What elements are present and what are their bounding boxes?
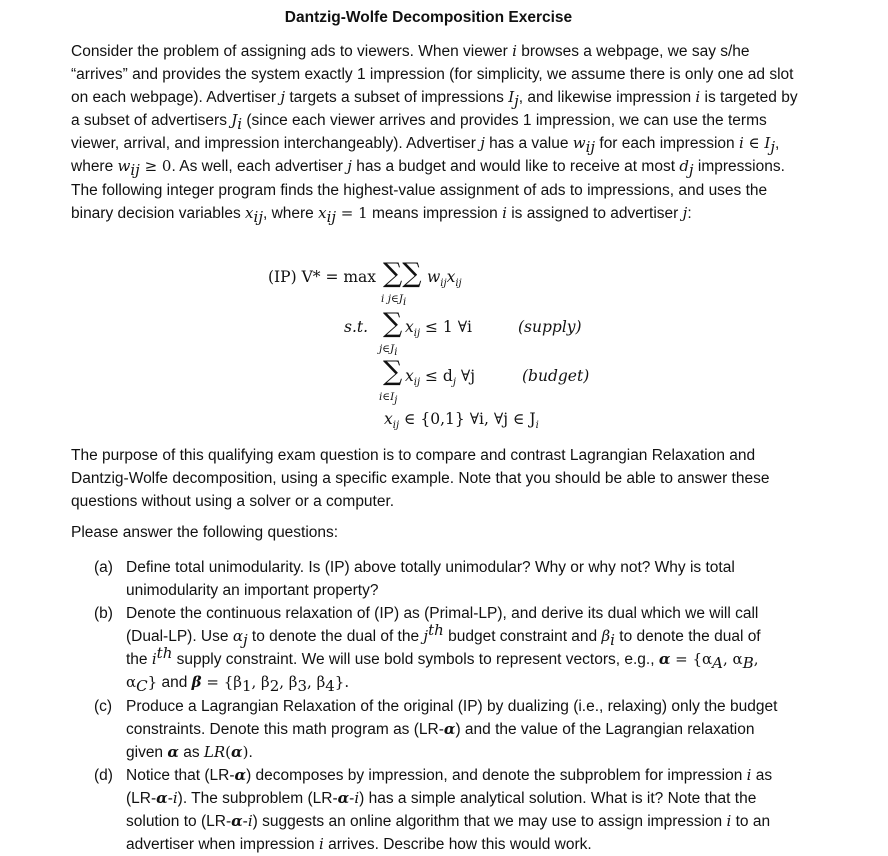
- question-label: (d): [94, 766, 113, 784]
- questions-prompt: Please answer the following questions:: [71, 524, 339, 541]
- budget-tag: (budget): [522, 367, 590, 385]
- question-label: (c): [94, 697, 113, 715]
- budget-constraint: $x_{ij} \le d_j$ ∀j: [405, 367, 476, 389]
- subject-to-label: s.t.: [344, 318, 369, 336]
- supply-constraint: $x_{ij} \le 1$ ∀i: [405, 318, 473, 340]
- objective-sum-symbol: ∑∑: [383, 258, 422, 289]
- objective-term: $w_{ij}x_{ij}$: [427, 268, 462, 290]
- binary-constraint: $x_{ij}$ ∈ {0,1} ∀i, ∀j ∈ $J_i$: [384, 410, 539, 432]
- budget-sum-symbol: ∑: [383, 356, 403, 387]
- question-d: [94, 764, 784, 856]
- page-title: Dantzig-Wolfe Decomposition Exercise: [284, 9, 573, 26]
- purpose-paragraph: The purpose of this qualifying exam question is to compare and contrast Lagrangian Relaxation and Dantzig-Wolfe decomposition, using a specific example. Note that you should be able to answer these questions without using a solver or a computer.: [71, 447, 770, 511]
- question-list: [94, 556, 784, 856]
- question-label: (a): [94, 559, 113, 576]
- question-text: Denote the continuous relaxation of (IP) as (Primal-LP), and derive its dual which we will call (Dual-LP). Use $\alpha_j$ to denote the dual of the $j^{th}$ budget constraint and $\beta_i$ to denote the dual of the $i^{th}$ supply constraint. We will use bold symbols to represent vectors, e.g., $\alpha = \{\alpha_A$, $\alpha_B$, $\alpha_C$} and $\beta = \{\beta_1$, $\beta_2$, $\beta_3$, $\beta_4$}.: [126, 605, 761, 696]
- question-c: [94, 695, 784, 764]
- question-a: [94, 556, 784, 602]
- supply-sum-symbol: ∑: [383, 308, 403, 339]
- budget-sum-limits: $i\in I_j$: [379, 391, 398, 407]
- supply-sum-limits: $j\in J_i$: [379, 343, 398, 359]
- question-text: Notice that (LR-α) decomposes by impression, and denote the subproblem for impression i as (LR-α-i). The subproblem (LR-α-i) has a simple analytical solution. What is it? Note that the solution to (LR-α-i) suggests an online algorithm that we may use to assign impression i to an advertiser when impression i arrives. Describe how this would work.: [126, 765, 773, 854]
- ip-label: (IP) V* = max: [268, 268, 377, 286]
- question-text: Define total unimodularity. Is (IP) above totally unimodular? Why or why not? Why is total unimodularity an important property?: [126, 559, 735, 600]
- question-text: Produce a Lagrangian Relaxation of the original (IP) by dualizing (i.e., relaxing) only the budget constraints. Denote this math program as (LR-α) and the value of the Lagrangian relaxation given α as LR(α).: [126, 697, 778, 761]
- objective-sum-limits: i $j\in J_i$: [381, 293, 407, 309]
- question-label: (b): [94, 605, 113, 623]
- question-b: [94, 602, 784, 694]
- intro-paragraph: Consider the problem of assigning ads to viewers. When viewer i browses a webpage, we say s/he “arrives” and provides the system exactly 1 impression (for simplicity, we assume there is only one ad slot on each webpage). Advertiser j targets a subset of impressions $I_j$, and likewise impression i is targeted by a subset of advertisers $J_i$ (since each viewer arrives and provides 1 impression, we can use the terms viewer, arrival, and impression interchangeably). Advertiser j has a value $w_{ij}$ for each impression i ∈ $I_j$, where $w_{ij} \ge 0$. As well, each advertiser j has a budget and would like to receive at most $d_j$ impressions. The following integer program finds the highest-value assignment of ads to impressions, and uses the binary decision variables $x_{ij}$, where $x_{ij} = 1$ means impression i is assigned to advertiser j:: [71, 42, 798, 226]
- supply-tag: (supply): [518, 318, 582, 336]
